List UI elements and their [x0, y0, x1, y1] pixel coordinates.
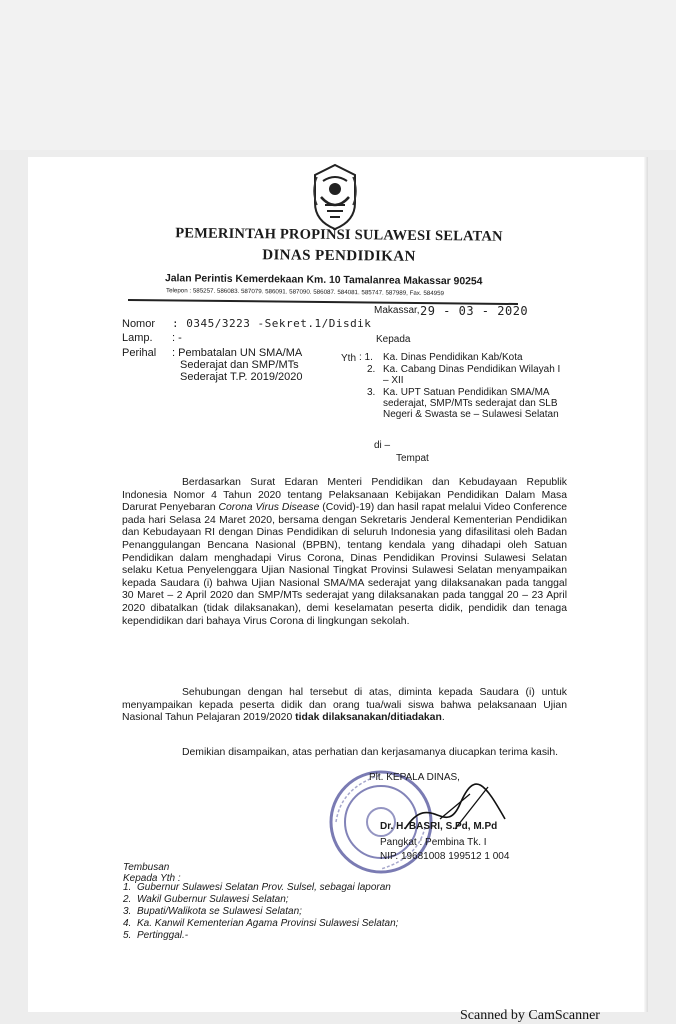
- letter-page: [28, 157, 648, 1012]
- place-label: Makassar,: [374, 305, 420, 316]
- signer-title: Plt. KEPALA DINAS,: [369, 772, 460, 783]
- perihal-line-3: Sederajat T.P. 2019/2020: [180, 371, 303, 383]
- kepada-label: Kepada: [376, 334, 411, 345]
- recipient-number: : 1.: [359, 352, 373, 363]
- body-paragraph-2: Sehubungan dengan hal tersebut di atas, diminta kepada Saudara (i) untuk menyampaikan kepada peserta didik dan orang tua/wali siswa bahwa pelaksanaan Ujian Nasional Tahun Pelajaran 2019/2020 tidak dilaksanakan/ditiadakan.: [122, 687, 567, 724]
- signer-name: Dr. H. BASRI, S.Pd, M.Pd: [380, 821, 498, 832]
- recipient-text: Ka. UPT Satuan Pendidikan SMA/MA sederajat, SMP/MTs sederajat dan SLB Negeri & Swasta se – Sulawesi Selatan: [383, 387, 559, 420]
- tembusan-heading: Tembusan Kepada Yth :: [123, 862, 181, 884]
- tempat-label: Tempat: [396, 453, 429, 464]
- list-item: 1. Gubernur Sulawesi Selatan Prov. Sulsel, sebagai laporan: [123, 882, 391, 893]
- perihal-line-2: Sederajat dan SMP/MTs: [180, 359, 299, 371]
- perihal-line-1: : Pembatalan UN SMA/MA: [172, 347, 303, 359]
- recipient-list: [359, 352, 567, 421]
- page-edge-shadow: [644, 157, 648, 1012]
- provincial-emblem-icon: [307, 161, 363, 233]
- perihal-label: Perihal: [122, 347, 157, 359]
- recipient-text: Ka. Dinas Pendidikan Kab/Kota: [383, 352, 523, 363]
- recipient-text: Ka. Cabang Dinas Pendidikan Wilayah I – XII: [383, 364, 561, 386]
- list-item: 3. Bupati/Walikota se Sulawesi Selatan;: [123, 906, 302, 917]
- body-paragraph-1: Berdasarkan Surat Edaran Menteri Pendidikan dan Kebudayaan Republik Indonesia Nomor 4 Tahun 2020 tentang Pelaksanaan Kebijakan Pendidikan Dalam Masa Darurat Penyebaran Corona Virus Disease (Covid)-19) dan hasil rapat melalui Video Conference pada hari Selasa 24 Maret 2020, bersama dengan Sekretaris Jenderal Kementerian Pendidikan dan Kebudayaan RI dengan Dinas Pendidikan di seluruh Indonesia yang difasilitasi oleh Badan Penanggulangan Bencana Nasional (BPBN), tentang kendala yang dihadapi oleh Satuan Pendidikan dalam menghadapi Virus Corona, Dinas Pendidikan Provinsi Sulawesi Selatan selaku Ketua Penyelenggara Ujian Nasional Tingkat Provinsi Sulawesi Selatan menyampaikan kepada Saudara (i) bahwa Ujian Nasional SMA/MA sederajat yang dilaksanakan pada tanggal 30 Maret – 2 April 2020 dan SMP/MTs sederajat yang dilaksanakan pada tanggal 20 – 23 April 2020 dibatalkan (tidak dilaksanakan), demi keselamatan peserta didik, pendidik dan tenaga kependidikan dari bahaya Virus Corona di lingkungan sekolah.: [122, 477, 567, 627]
- letterhead-address: Jalan Perintis Kemerdekaan Km. 10 Tamalanrea Makassar 90254: [164, 273, 483, 288]
- list-item: 4. Ka. Kanwil Kementerian Agama Provinsi Sulawesi Selatan;: [123, 918, 399, 929]
- nomor-label: Nomor: [122, 318, 156, 330]
- lamp-value: : -: [172, 332, 182, 344]
- nomor-value: : 0345/3223 -Sekret.1/Disdik: [172, 317, 372, 330]
- signer-rank: Pangkat : Pembina Tk. I: [380, 837, 487, 848]
- scan-background: [0, 0, 676, 150]
- scanner-watermark: Scanned by CamScanner: [460, 1008, 600, 1023]
- list-item: [367, 364, 567, 386]
- list-item: [367, 387, 567, 420]
- recipient-number: 2.: [367, 364, 376, 375]
- letterhead-phone: Telepon : 585257. 586083. 587079. 586091. 587090. 586087. 584081. 585747. 587989, Fax. 584959: [165, 287, 445, 298]
- lamp-label: Lamp.: [122, 332, 153, 344]
- recipient-number: 3.: [367, 387, 376, 398]
- body-paragraph-3: Demikian disampaikan, atas perhatian dan kerjasamanya diucapkan terima kasih.: [182, 747, 558, 758]
- yth-label: Yth: [341, 353, 357, 364]
- letter-date: 29 - 03 - 2020: [420, 304, 529, 318]
- list-item: [359, 352, 567, 363]
- list-item: 2. Wakil Gubernur Sulawesi Selatan;: [123, 894, 289, 905]
- signer-nip: NIP. 19681008 199512 1 004: [380, 851, 510, 862]
- di-label: di –: [374, 440, 391, 451]
- letterhead-title: PEMERINTAH PROPINSI SULAWESI SELATAN: [175, 225, 503, 245]
- tembusan-list: [123, 882, 443, 942]
- letterhead-subtitle: DINAS PENDIDIKAN: [262, 247, 416, 265]
- list-item: 5. Pertinggal.-: [123, 930, 189, 941]
